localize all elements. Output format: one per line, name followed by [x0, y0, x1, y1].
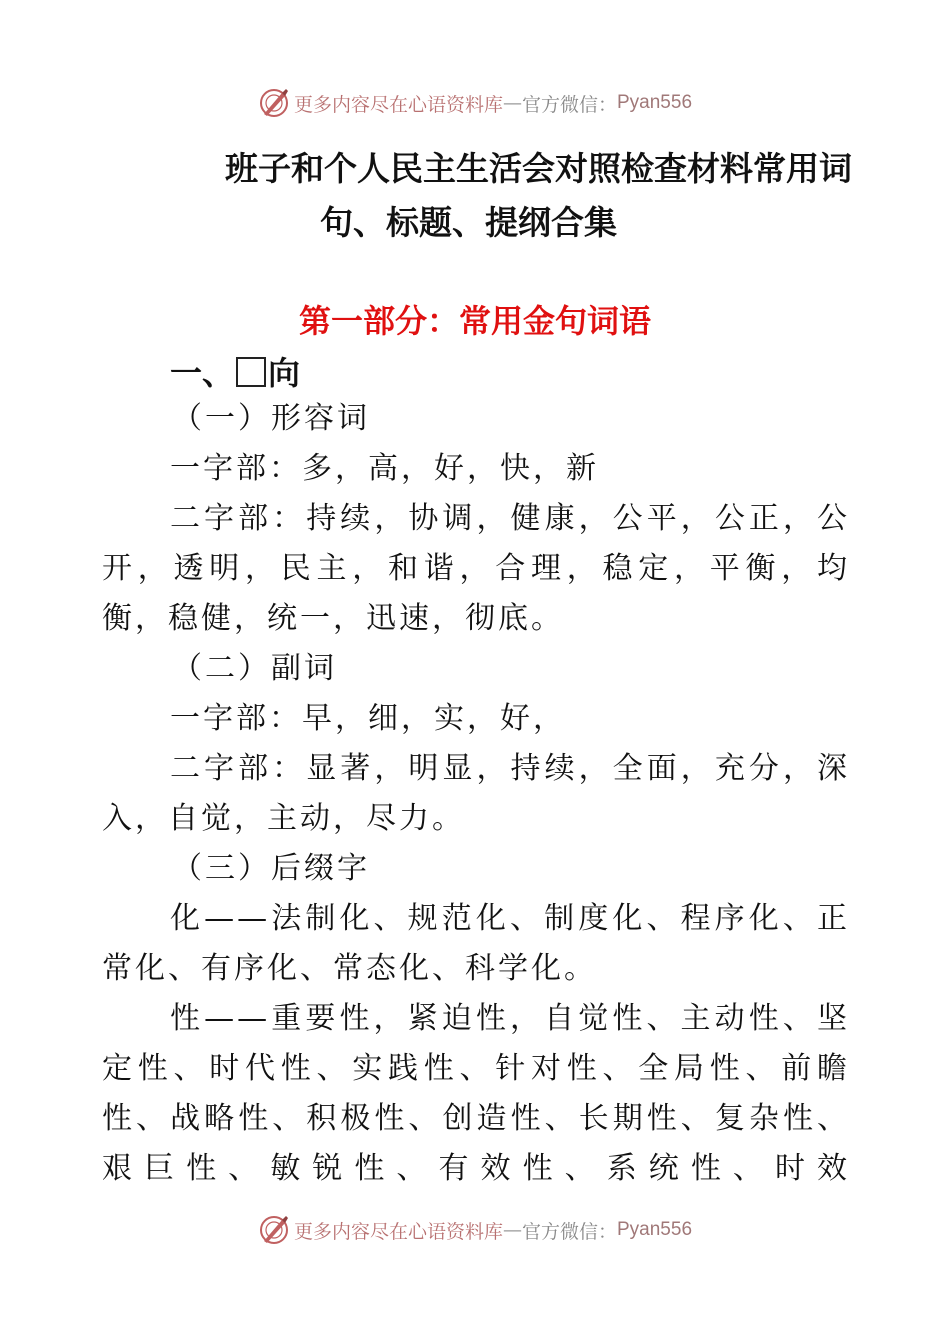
- watermark-text: 更多内容尽在心语资料库: [293, 1220, 503, 1243]
- watermark-dash: —: [502, 92, 522, 114]
- paragraph: 一字部：多，高，好，快，新: [170, 451, 599, 486]
- pen-circle-icon: [258, 1214, 290, 1246]
- paragraph: 一字部：早，细，实，好，: [170, 701, 566, 736]
- watermark-label: 官方微信：: [521, 1220, 617, 1243]
- section-title-suffix: 向: [268, 354, 301, 392]
- subsection-heading: （一）形容词: [172, 401, 370, 436]
- document-title-line2: 句、标题、提纲合集: [320, 203, 617, 242]
- paragraph: 二字部：显著，明显，持续，全面，充分，深入，自觉，主动，尽力。: [102, 751, 850, 836]
- subsection-heading: （三）后缀字: [172, 851, 370, 886]
- watermark-text: 更多内容尽在心语资料库: [293, 93, 503, 116]
- document-title-line1: 班子和个人民主生活会对照检查材料常用词: [225, 149, 852, 188]
- document-title: [100, 142, 860, 250]
- pen-circle-icon: [258, 87, 290, 119]
- footer-watermark: [0, 1211, 950, 1249]
- section-title-prefix: 一、: [170, 354, 235, 392]
- header-watermark: [0, 84, 950, 122]
- watermark-label: 官方微信：: [521, 93, 617, 116]
- subsection-heading: （二）副词: [172, 651, 337, 686]
- missing-glyph-box-icon: [236, 357, 266, 387]
- paragraph: 二字部：持续，协调，健康，公平，公正，公开，透明，民主，和谐，合理，稳定，平衡，均衡，稳健，统一，迅速，彻底。: [102, 501, 850, 636]
- part-title: 第一部分：常用金句词语: [298, 302, 651, 340]
- paragraph: 性——重要性，紧迫性，自觉性、主动性、坚定性、时代性、实践性、针对性、全局性、前瞻性、战略性、积极性、创造性、长期性、复杂性、艰巨性、敏锐性、有效性、系统性、时效: [102, 1001, 850, 1186]
- document-body: [102, 394, 850, 1194]
- watermark-dash: —: [502, 1219, 522, 1241]
- watermark-id: Pyan556: [617, 92, 693, 113]
- section-title: [170, 350, 300, 396]
- paragraph: 化——法制化、规范化、制度化、程序化、正常化、有序化、常态化、科学化。: [102, 901, 850, 986]
- watermark-id: Pyan556: [617, 1219, 693, 1240]
